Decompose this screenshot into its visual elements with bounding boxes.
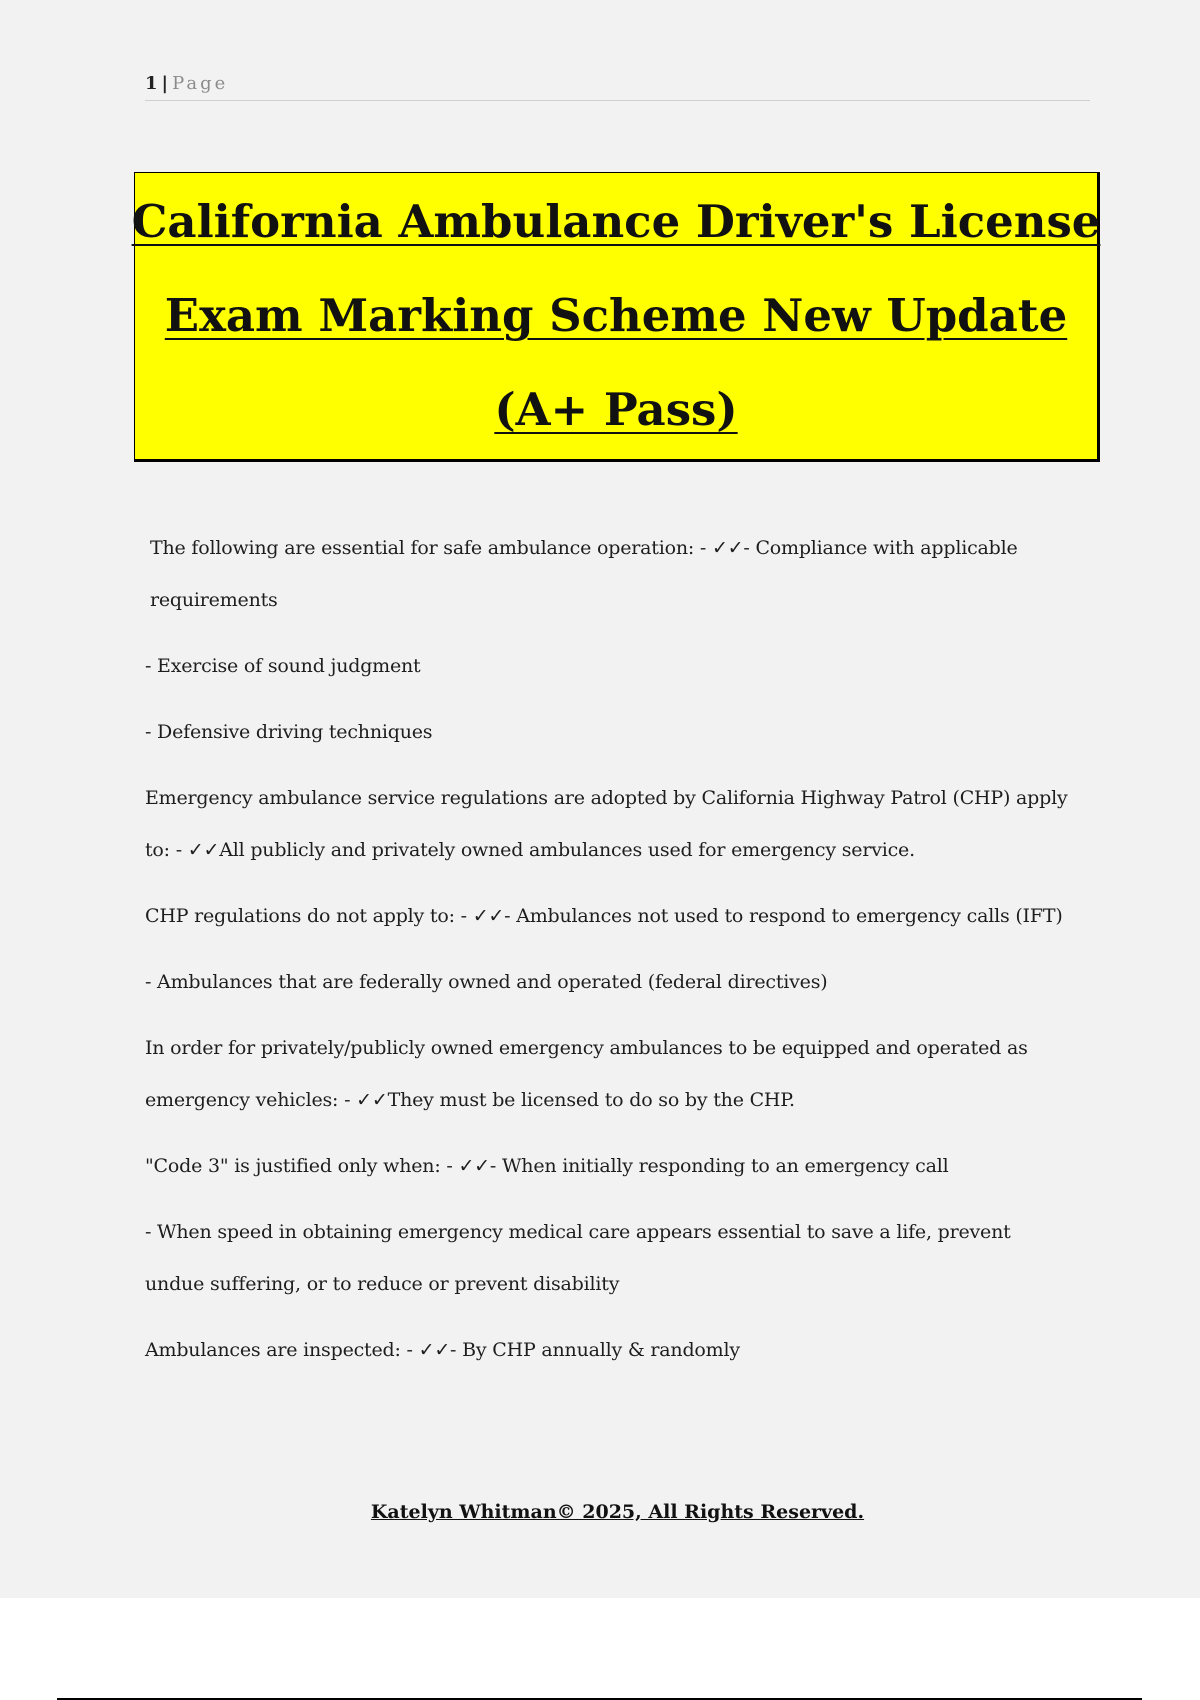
page-label: Page — [172, 73, 229, 94]
body-paragraph: In order for privately/publicly owned emergency ambulances to be equipped and operated as emergency vehicles: - ✓✓They must be licensed to do so by the CHP. — [145, 1037, 1028, 1111]
page-number: 1 — [145, 73, 158, 94]
body-paragraph: The following are essential for safe ambulance operation: - ✓✓- Compliance with applicable requirements — [150, 537, 1018, 611]
page-separator: | — [161, 73, 169, 94]
body-paragraph: "Code 3" is justified only when: - ✓✓- When initially responding to an emergency call — [145, 1155, 949, 1177]
body-paragraph: - Defensive driving techniques — [145, 721, 433, 743]
body-paragraph: - Ambulances that are federally owned and operated (federal directives) — [145, 971, 828, 993]
copyright-footer: Katelyn Whitman© 2025, All Rights Reserved. — [370, 1501, 865, 1523]
body-paragraph: Ambulances are inspected: - ✓✓- By CHP annually & randomly — [145, 1339, 740, 1361]
title-line-2: Exam Marking Scheme New Update — [164, 289, 1068, 342]
body-paragraph: - When speed in obtaining emergency medical care appears essential to save a life, prevent undue suffering, or to reduce or prevent disability — [145, 1221, 1011, 1295]
title-box — [131, 172, 1101, 462]
body-paragraph: CHP regulations do not apply to: - ✓✓- Ambulances not used to respond to emergency calls (IFT) — [145, 905, 1063, 927]
document-body — [145, 522, 1075, 1390]
page-header — [145, 72, 1090, 101]
body-paragraph: Emergency ambulance service regulations are adopted by California Highway Patrol (CHP) apply to: - ✓✓All publicly and privately owned ambulances used for emergency service. — [145, 787, 1068, 861]
title-line-1: California Ambulance Driver's License — [131, 195, 1101, 248]
body-paragraph: - Exercise of sound judgment — [145, 655, 421, 677]
title-line-3: (A+ Pass) — [494, 383, 738, 436]
